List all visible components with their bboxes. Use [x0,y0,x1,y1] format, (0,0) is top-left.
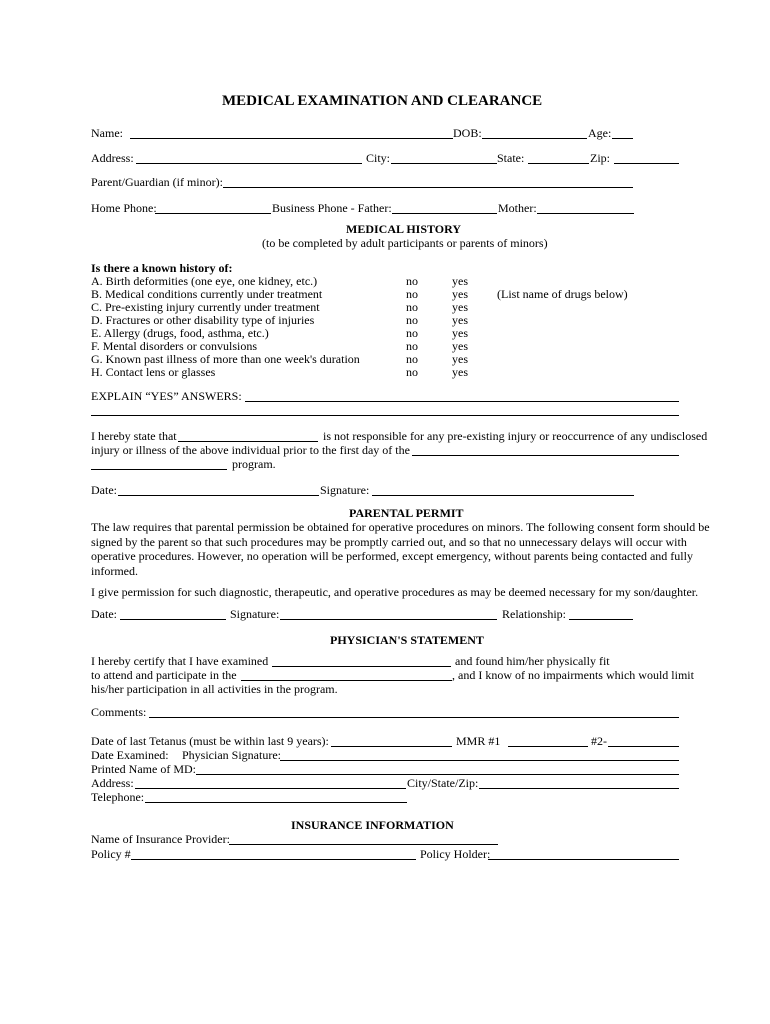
permit-date-label: Date: [91,607,117,621]
explain-label: EXPLAIN “YES” ANSWERS: [91,389,242,403]
city-label: City: [366,151,391,165]
certify-text: I hereby certify that I have examined [91,654,269,668]
statement-date-label: Date: [91,483,117,497]
permit-signature-label: Signature: [230,607,280,621]
physician-heading: PHYSICIAN'S STATEMENT [330,633,484,647]
city-state-zip-label: City/State/Zip: [407,776,479,790]
permission-text: I give permission for such diagnostic, therapeutic, and operative procedures as may be deemed necessary for my son/daughter. [91,585,699,599]
history-question: Is there a known history of: [91,261,233,275]
form-title: MEDICAL EXAMINATION AND CLEARANCE [222,93,543,109]
no-option[interactable]: no [406,326,418,340]
mmr1-label: MMR #1 [456,734,501,748]
insurance-provider-field[interactable] [229,833,498,845]
yes-option[interactable]: yes [452,300,468,314]
physician-signature-field[interactable] [280,749,679,761]
address-label: Address: [91,151,134,165]
mmr1-field[interactable] [508,735,588,747]
no-option[interactable]: no [406,352,418,366]
history-item: D. Fractures or other disability type of injuries [91,313,315,327]
zip-label: Zip: [590,151,610,165]
date-examined-label: Date Examined: [91,748,169,762]
tetanus-label: Date of last Tetanus (must be within last 9 years): [91,734,329,748]
name-field[interactable] [130,127,453,139]
relationship-field[interactable] [569,608,633,620]
impairments-text: , and I know of no impairments which would limit [452,668,694,682]
insurance-heading: INSURANCE INFORMATION [291,818,454,832]
guardian-field[interactable] [223,176,633,188]
yes-option[interactable]: yes [452,339,468,353]
permit-signature-field[interactable] [280,608,497,620]
drugs-note: (List name of drugs below) [497,287,628,301]
statement-signature-field[interactable] [372,484,634,496]
state-field[interactable] [528,152,589,164]
city-state-zip-field[interactable] [479,777,679,789]
explain-field-line2[interactable] [91,404,679,416]
comments-label: Comments: [91,705,147,719]
printed-name-label: Printed Name of MD: [91,762,196,776]
state-label: State: [497,151,525,165]
history-item: E. Allergy (drugs, food, asthma, etc.) [91,326,269,340]
yes-option[interactable]: yes [452,352,468,366]
explain-field[interactable] [245,390,679,402]
participation-text: his/her participation in all activities in the program. [91,682,338,696]
telephone-label: Telephone: [91,790,145,804]
program-participation-field[interactable] [241,669,452,681]
history-item: B. Medical conditions currently under treatment [91,287,323,301]
relationship-label: Relationship: [502,607,566,621]
examined-name-field[interactable] [272,655,451,667]
history-item: A. Birth deformities (one eye, one kidney, etc.) [91,274,318,288]
first-day-field[interactable] [412,444,679,456]
address-field[interactable] [136,152,362,164]
policy-holder-label: Policy Holder: [420,847,491,861]
physician-address-label: Address: [91,776,134,790]
medical-history-subheading: (to be completed by adult participants or parents of minors) [262,236,548,250]
zip-field[interactable] [614,152,679,164]
age-label: Age: [588,126,612,140]
mother-phone-label: Mother: [498,201,537,215]
father-phone-field[interactable] [392,202,497,214]
history-item: G. Known past illness of more than one week's duration [91,352,360,366]
history-item: H. Contact lens or glasses [91,365,216,379]
no-option[interactable]: no [406,300,418,314]
attend-text: to attend and participate in the [91,668,237,682]
telephone-field[interactable] [145,791,407,803]
age-field[interactable] [612,127,633,139]
policy-holder-field[interactable] [488,848,679,860]
statement-part2: is not responsible for any pre-existing injury or reoccurrence of any undisclosed [323,429,708,443]
policy-number-label: Policy # [91,847,131,861]
physician-signature-label: Physician Signature: [182,748,281,762]
guardian-label: Parent/Guardian (if minor): [91,175,223,189]
policy-number-field[interactable] [131,848,416,860]
no-option[interactable]: no [406,287,418,301]
history-item: F. Mental disorders or convulsions [91,339,258,353]
mother-phone-field[interactable] [537,202,634,214]
statement-signature-label: Signature: [320,483,370,497]
history-item: C. Pre-existing injury currently under treatment [91,300,320,314]
printed-name-field[interactable] [196,763,679,775]
mmr2-label: #2- [591,734,607,748]
home-phone-label: Home Phone: [91,201,157,215]
dob-field[interactable] [482,127,587,139]
no-option[interactable]: no [406,274,418,288]
insurance-provider-label: Name of Insurance Provider: [91,832,230,846]
no-option[interactable]: no [406,339,418,353]
found-text: and found him/her physically fit [455,654,610,668]
parental-permit-heading: PARENTAL PERMIT [349,506,464,520]
tetanus-field[interactable] [331,735,452,747]
physician-address-field[interactable] [135,777,406,789]
permit-date-field[interactable] [120,608,226,620]
home-phone-field[interactable] [155,202,271,214]
medical-history-heading: MEDICAL HISTORY [346,222,462,236]
mmr2-field[interactable] [608,735,679,747]
yes-option[interactable]: yes [452,274,468,288]
parental-permit-paragraph: The law requires that parental permission be obtained for operative procedures on minors. The following consent form should be signed by the parent so that such procedures may be promptly carried out, and so that no unnecessary delays will occur with operative procedures. However, no operation will be performed, except emergency, without parents being contacted and fully informed. [91,520,710,578]
statement-date-field[interactable] [118,484,319,496]
yes-option[interactable]: yes [452,365,468,379]
statement-part4: program. [232,457,276,471]
organization-field[interactable] [178,430,318,442]
no-option[interactable]: no [406,313,418,327]
yes-option[interactable]: yes [452,287,468,301]
city-field[interactable] [391,152,497,164]
program-field[interactable] [91,458,227,470]
statement-part3: injury or illness of the above individual prior to the first day of the [91,443,410,457]
statement-part1: I hereby state that [91,429,177,443]
name-label: Name: [91,126,123,140]
no-option[interactable]: no [406,365,418,379]
yes-option[interactable]: yes [452,313,468,327]
dob-label: DOB: [453,126,482,140]
father-phone-label: Business Phone - Father: [272,201,392,215]
comments-field[interactable] [149,706,679,718]
yes-option[interactable]: yes [452,326,468,340]
